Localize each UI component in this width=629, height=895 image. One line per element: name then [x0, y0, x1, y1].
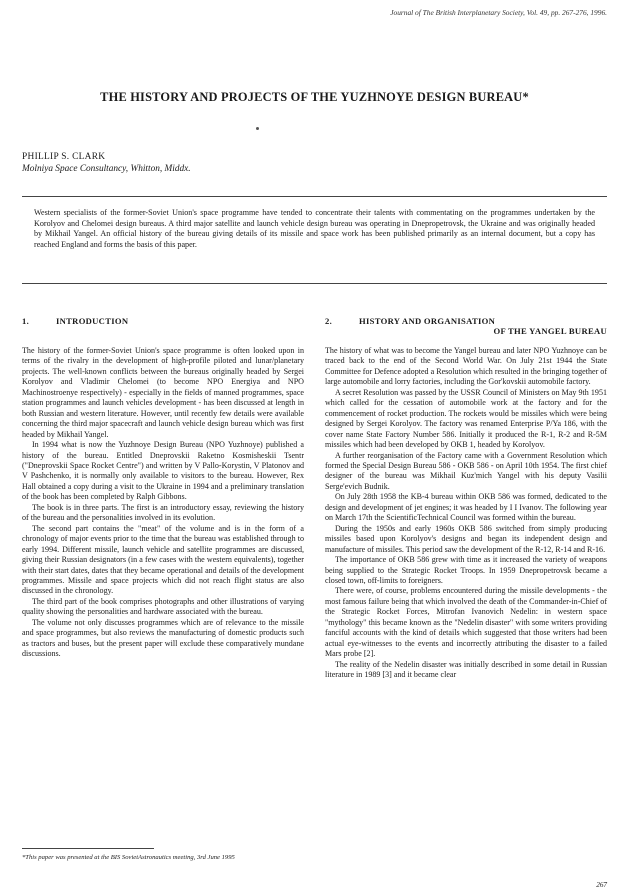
footnote-rule — [22, 848, 154, 849]
abstract: Western specialists of the former-Soviet Union's space programme have tended to concentrate their talents with commentating on the programmes undertaken by the Korolyov and Chelomei design bureaus. A third major satellite and launch vehicle design bureau was operating in Dnepropetrovsk, the Ukraine and was originally headed by Mikhail Yangel. An official history of the bureau giving details of its missile and space work has been published primarily as an internal document, but a copy has reached England and forms the basis of this paper. — [34, 208, 595, 249]
paragraph: In 1994 what is now the Yuzhnoye Design Bureau (NPO Yuzhnoye) published a history of the bureau. Entitled Dneprovskii Raketno Kosmisheskii Tsentr ("Dneprovskii Space Rocket Centre") and written by V Pallo-Korystin, V Platonov and V Pashchenko, it is normally only available to visitors to the bureau. However, Rex Hall obtained a copy during a visit to the Ukraine in 1994 and a preliminary translation of the book has been completed by Ralph Gibbons. — [22, 440, 304, 502]
abstract-bottom-rule — [22, 283, 607, 284]
paragraph: The importance of OKB 586 grew with time as it increased the variety of weapons being supplied to the Strategic Rocket Troops. In 1959 Dnepropetrovsk became a closed town, off-limits to foreigners. — [325, 555, 607, 585]
section-heading-history — [325, 316, 607, 338]
paragraph: The third part of the book comprises photographs and other illustrations of varying quality showing the personalities and hardware associated with the bureau. — [22, 596, 304, 617]
author-name: PHILLIP S. CLARK — [22, 152, 106, 162]
paragraph: There were, of course, problems encountered during the missile developments - the most famous failure being that which involved the death of the Commander-in-Chief of the Strategic Rocket Forces, Mitrofan Ivanovich Nedelin: in western space "mythology" this became known as the "Nedelin disaster" with some writers providing fanciful accounts with the kind of details which suggested that those writers had been actual eye-witnesses to the events and incorrectly attributing the disaster to a failed Mars probe [2]. — [325, 586, 607, 659]
paragraph: A further reorganisation of the Factory came with a Government Resolution which formed the Special Design Bureau 586 - OKB 586 - on April 10th 1954. The first chief designer of the bureau was Mikhail Kuz'mich Yangel with his deputy Vasilii Serge'evich Budnik. — [325, 450, 607, 491]
author-affiliation: Molniya Space Consultancy, Whitton, Middx. — [22, 164, 191, 174]
bullet-dot — [256, 127, 259, 130]
left-column — [22, 316, 304, 660]
section-heading-introduction — [22, 316, 304, 338]
right-column — [325, 316, 607, 681]
paragraph: On July 28th 1958 the KB-4 bureau within OKB 586 was formed, dedicated to the design and development of jet engines; it was headed by I I Ivanov. The following year on March 17th the ScientificTechnical Council was formed within the bureau. — [325, 492, 607, 523]
paragraph: During the 1950s and early 1960s OKB 586 switched from simply producing missiles based upon Korolyov's designs and began its independent design and manufacture of missiles. This period saw the development of the R-12, R-14 and R-16. — [325, 523, 607, 554]
abstract-top-rule — [22, 196, 607, 197]
paragraph: The history of what was to become the Yangel bureau and later NPO Yuzhnoye can be traced back to the end of the Second World War. On July 21st 1944 the State Committee for Defence adopted a Resolution which resulted in the bringing together of large automobile and lorry factories, including the Gor'kovskii automobile factory. — [325, 346, 607, 387]
paragraph: The second part contains the "meat" of the volume and is in the form of a chronology of major events prior to the time that the bureau was established through to early 1994. Different missile, launch vehicle and satellite programmes are discussed, giving their Russian designators (in a few cases with the western equivalents), together with their start dates, dates that they became operational and details of the development programmes. Missile and space projects which did not reach flight status are also discussed in the chronology. — [22, 523, 304, 596]
journal-citation: Journal of The British Interplanetary Society, Vol. 49, pp. 267-276, 1996. — [390, 8, 607, 17]
paragraph: The book is in three parts. The first is an introductory essay, reviewing the history of the bureau and the personalities involved in its evolution. — [22, 502, 304, 523]
paragraph: The volume not only discusses programmes which are of relevance to the missile and space programmes, but also reviews the manufacturing of domestic products such as tractors and buses, but the present paper will exclude these comparatively mundane discussions. — [22, 617, 304, 659]
page-number: 267 — [596, 881, 607, 889]
footnote: *This paper was presented at the BIS SovietAstronautics meeting, 3rd June 1995 — [22, 854, 235, 861]
section-number: 2. — [325, 316, 333, 326]
section-title: INTRODUCTION — [56, 316, 129, 326]
paragraph: A secret Resolution was passed by the USSR Council of Ministers on May 9th 1951 which called for the cessation of automobile work at the factory and for the commencement of rocket production. The rockets would be missiles which were being designed by Sergei Korolyov. The factory was renamed Enterprise P/Ya 186, with the cover name State Factory Number 586. Initially it produced the R-1, R-2 and R-5M missiles which had been developed by OKB 1, headed by Korolyov. — [325, 387, 607, 450]
paragraph: The history of the former-Soviet Union's space programme is often looked upon in terms of the rivalry in the development of high-profile piloted and lunar/planetary projects. The well-known conflicts between the bureaus originally headed by Sergei Korolyov and Vladimir Chelomei (to become NPO Energiya and NPO Machinostroenye respectively) - especially in the fields of manned programmes, space station programmes and launch vehicles development - has been discussed at length in both Russian and western literature. However, until recently few details were available concerning the third major spacecraft and launch vehicle design bureau which was first headed by Mikhail Yangel. — [22, 346, 304, 439]
paper-title: THE HISTORY AND PROJECTS OF THE YUZHNOYE DESIGN BUREAU* — [100, 90, 529, 104]
section-title-line1: HISTORY AND ORGANISATION — [359, 316, 496, 326]
paragraph: The reality of the Nedelin disaster was initially described in some detail in Russian literature in 1989 [3] and it became clear — [325, 659, 607, 680]
section-number: 1. — [22, 316, 30, 326]
section-title-line2: OF THE YANGEL BUREAU — [493, 326, 607, 336]
